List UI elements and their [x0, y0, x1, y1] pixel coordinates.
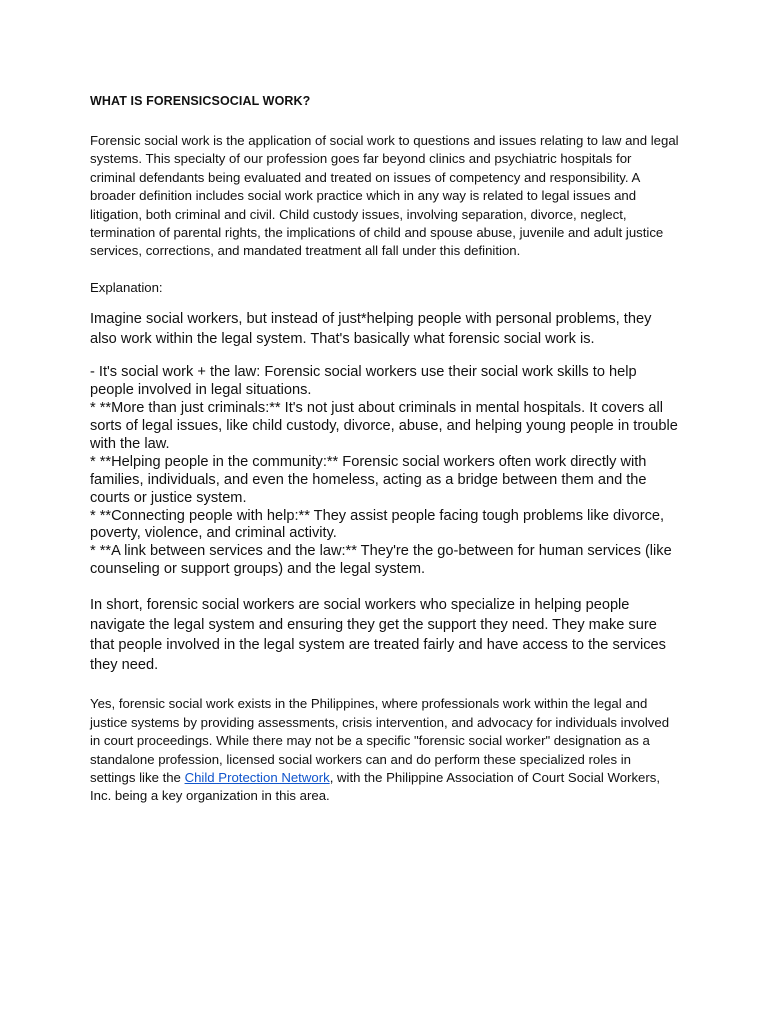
list-item: * **Connecting people with help:** They assist people facing tough problems like divorce, poverty, violence, and criminal activity. [90, 507, 665, 542]
philippines-text-after-link: , with the Philippine Association of Court Social Workers, Inc. being a key organization in this area. [90, 769, 661, 804]
explanation-label: Explanation: [90, 279, 163, 295]
philippines-paragraph [90, 695, 680, 805]
list-item: * **A link between services and the law:** They're the go-between for human services (like counseling or support groups) and the legal system. [90, 543, 672, 578]
list-item: * **Helping people in the community:** Forensic social workers often work directly with families, individuals, and even the homeless, acting as a bridge between them and the courts or justice system. [90, 453, 647, 506]
intro-paragraph: Forensic social work is the application of social work to questions and issues relating to law and legal systems. This specialty of our profession goes far beyond clinics and psychiatric hospitals for criminal defendants being evaluated and treated on issues of competency and responsibility. A broader definition includes social work practice which in any way is related to legal issues and litigation, both criminal and civil. Child custody issues, involving separation, divorce, neglect, termination of parental rights, the implications of child and spouse abuse, juvenile and adult justice services, corrections, and mandated treatment all fall under this definition. [90, 133, 679, 259]
document-page [90, 92, 680, 806]
summary-paragraph: In short, forensic social workers are social workers who specialize in helping people navigate the legal system and ensuring they get the support they need. They make sure that people involved in the legal system are treated fairly and have access to the services they need. [90, 597, 666, 673]
philippines-text-before-link: Yes, forensic social work exists in the Philippines, where professionals work within the legal and justice systems by providing assessments, crisis intervention, and advocacy for individuals involved in court proceedings. While there may not be a specific "forensic social worker" designation as a standalone profession, licensed social workers can and do perform these specialized roles in settings like the [90, 696, 670, 785]
list-item: * **More than just criminals:** It's not just about criminals in mental hospitals. It covers all sorts of legal issues, like child custody, divorce, abuse, and helping young people in trouble with the law. [90, 400, 678, 452]
list-item: - It's social work + the law: Forensic social workers use their social work skills to help people involved in legal situations. [90, 364, 637, 399]
document-title: WHAT IS FORENSICSOCIAL WORK? [90, 94, 311, 108]
bullet-list [90, 364, 680, 579]
child-protection-network-link[interactable]: Child Protection Network [184, 769, 330, 785]
imagine-paragraph: Imagine social workers, but instead of just*helping people with personal problems, they also work within the legal system. That's basically what forensic social work is. [90, 311, 652, 347]
